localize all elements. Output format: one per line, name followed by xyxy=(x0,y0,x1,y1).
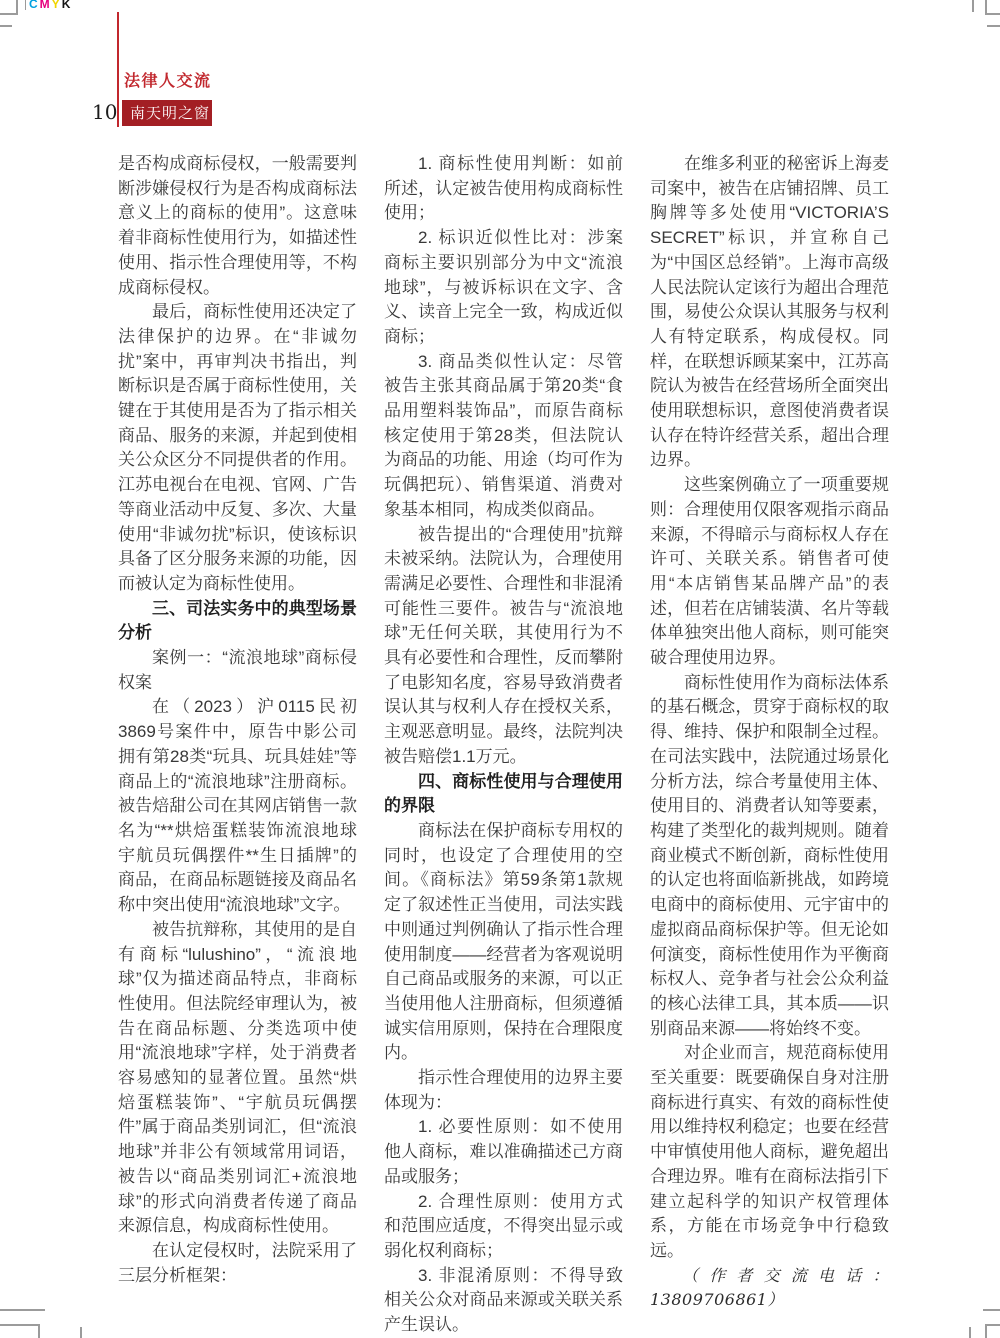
paragraph: 在维多利亚的秘密诉上海麦司案中，被告在店铺招牌、员工胸牌等多处使用“VICTORIA’S SECRET”标识，并宣称自己为“中国区总经销”。上海市高级人民法院认定该行为超出合理范围，易使公众误认其服务与权利人有特定联系，构成侵权。同样，在联想诉顾某案中，江苏高院认为被告在经营场所全面突出使用联想标识，意图使消费者误认存在特许经营关系，超出合理边界。 xyxy=(650,154,889,470)
section-heading: 四、商标性使用与合理使用的界限 xyxy=(384,771,623,816)
author-contact-line: （作者交流电话：13809706861） xyxy=(650,1265,889,1310)
paragraph: 被告提出的“合理使用”抗辩未被采纳。法院认为，合理使用需满足必要性、合理性和非混淆可能性三要件。被告与“流浪地球”无任何关联，其使用行为不具有必要性和合理性，反而攀附了电影知名度，容易导致消费者误认其与权利人存在授权关系，主观恶意明显。最终，法院判决被告赔偿1.1万元。 xyxy=(384,524,623,766)
paragraph: 2. 标识近似性比对：涉案商标主要识别部分为中文“流浪地球”，与被诉标识在文字、含义、读音上完全一致，构成近似商标； xyxy=(384,228,623,346)
crop-mark xyxy=(25,0,26,10)
paragraph: 被告抗辩称，其使用的是自有商标“lulushino”，“流浪地球”仅为描述商品特点，非商标性使用。但法院经审理认为，被告在商品标题、分类选项中使用“流浪地球”字样，处于消费者容易感知的显著位置。虽然“烘焙蛋糕装饰”、“宇航员玩偶摆件”属于商品类别词汇，但“流浪地球”并非公有领域常用词语，被告以“商品类别词汇+流浪地球”的形式向消费者传递了商品来源信息，构成商标性使用。 xyxy=(118,919,357,1236)
paragraph: 1. 商标性使用判断：如前所述，认定被告使用构成商标性使用； xyxy=(384,154,623,223)
cmyk-letter-y: Y xyxy=(51,0,62,11)
crop-mark xyxy=(0,1309,45,1311)
paragraph: 在认定侵权时，法院采用了三层分析框架： xyxy=(118,1240,357,1285)
cmyk-letter-m: M xyxy=(39,0,52,11)
crop-mark xyxy=(972,0,974,12)
crop-mark xyxy=(985,13,1000,15)
paragraph: 商标性使用作为商标法体系的基石概念，贯穿于商标权的取得、维持、保护和限制全过程。在司法实践中，法院通过场景化分析方法，综合考量使用主体、使用目的、消费者认知等要素，构建了类型化的裁判规则。随着商业模式不断创新，商标性使用的认定也将面临新挑战，如跨境电商中的商标使用、元宇宙中的虚拟商品商标保护等。但无论如何演变，商标性使用作为平衡商标权人、竞争者与社会公众利益的核心法律工具，其本质——识别商品来源——将始终不变。 xyxy=(650,672,889,1038)
section-heading: 三、司法实务中的典型场景分析 xyxy=(118,598,357,643)
crop-mark xyxy=(0,1324,40,1326)
paragraph: 商标法在保护商标专用权的同时，也设定了合理使用的空间。《商标法》第59条第1款规定了叙述性正当使用，司法实践中则通过判例确认了指示性合理使用制度——经营者为客观说明自己商品或服务的来源，可以正当使用他人注册商标，但须遵循诚实信用原则，保持在合理限度内。 xyxy=(384,820,623,1063)
article-body xyxy=(118,152,890,1338)
paragraph: 指示性合理使用的边界主要体现为： xyxy=(384,1068,623,1112)
crop-mark xyxy=(985,1324,1000,1326)
crop-mark xyxy=(38,1324,40,1338)
cmyk-color-bar xyxy=(29,0,72,11)
page-number: 10 xyxy=(92,100,118,124)
paragraph: 3. 商品类似性认定：尽管被告主张其商品属于第20类“食品用塑料装饰品”，而原告商标核定使用于第28类，但法院认为商品的功能、用途（均可作为玩偶把玩）、销售渠道、消费对象基本相同，构成类似商品。 xyxy=(384,351,623,519)
section-title: 法律人交流 xyxy=(124,73,212,90)
crop-mark xyxy=(0,25,12,27)
paragraph: 1. 必要性原则：如不使用他人商标，难以准确描述己方商品或服务； xyxy=(384,1117,623,1186)
crop-mark xyxy=(985,1324,987,1338)
article-column-1 xyxy=(118,152,357,1338)
crop-mark xyxy=(969,1327,971,1338)
paragraph: 在（2023）沪0115民初3869号案件中，原告中影公司拥有第28类“玩具、玩具娃娃”等商品上的“流浪地球”注册商标。被告焙甜公司在其网店销售一款名为“**烘焙蛋糕装饰流浪地球宇航员玩偶摆件**生日插牌”的商品，在商品标题链接及商品名称中突出使用“流浪地球”文字。 xyxy=(118,697,357,915)
column-title-badge: 南天明之窗 xyxy=(122,100,212,126)
article-column-3 xyxy=(650,152,889,1338)
cmyk-letter-c: C xyxy=(29,0,40,11)
paragraph: 案例一：“流浪地球”商标侵权案 xyxy=(118,648,357,692)
cmyk-letter-k: K xyxy=(61,0,73,11)
paragraph: 3. 非混淆原则：不得导致相关公众对商品来源或关联关系产生误认。 xyxy=(384,1265,623,1335)
crop-mark xyxy=(16,0,18,15)
crop-mark xyxy=(80,1327,82,1338)
paragraph: 最后，商标性使用还决定了法律保护的边界。在“非诚勿扰”案中，再审判决书指出，判断标识是否属于商标性使用，关键在于其使用是否为了指示相关商品、服务的来源，并起到使相关公众区分不同提供者的作用。江苏电视台在电视、官网、广告等商业活动中反复、多次、大量使用“非诚勿扰”标识，使该标识具备了区分服务来源的功能，因而被认定为商标性使用。 xyxy=(118,302,357,593)
paragraph: 对企业而言，规范商标使用至关重要：既要确保自身对注册商标进行真实、有效的商标性使用以维持权利稳定；也要在经营中审慎使用他人商标，避免超出合理边界。唯有在商标法指引下建立起科学的知识产权管理体系，方能在市场竞争中行稳致远。 xyxy=(650,1043,889,1260)
article-column-2 xyxy=(384,152,623,1338)
paragraph: 是否构成商标侵权，一般需要判断涉嫌侵权行为是否构成商标法意义上的商标的使用”。这意味着非商标性使用行为，如描述性使用、指示性合理使用等，不构成商标侵权。 xyxy=(118,154,357,297)
crop-mark xyxy=(0,13,17,15)
paragraph: 这些案例确立了一项重要规则：合理使用仅限客观指示商品来源，不得暗示与商标权人存在许可、关联关系。销售者可使用“本店销售某品牌产品”的表述，但若在店铺装潢、名片等载体单独突出他人商标，则可能突破合理使用边界。 xyxy=(650,475,889,668)
crop-mark xyxy=(987,25,1000,27)
paragraph: 2. 合理性原则：使用方式和范围应适度，不得突出显示或弱化权利商标； xyxy=(384,1191,623,1260)
crop-mark xyxy=(983,1309,1000,1311)
